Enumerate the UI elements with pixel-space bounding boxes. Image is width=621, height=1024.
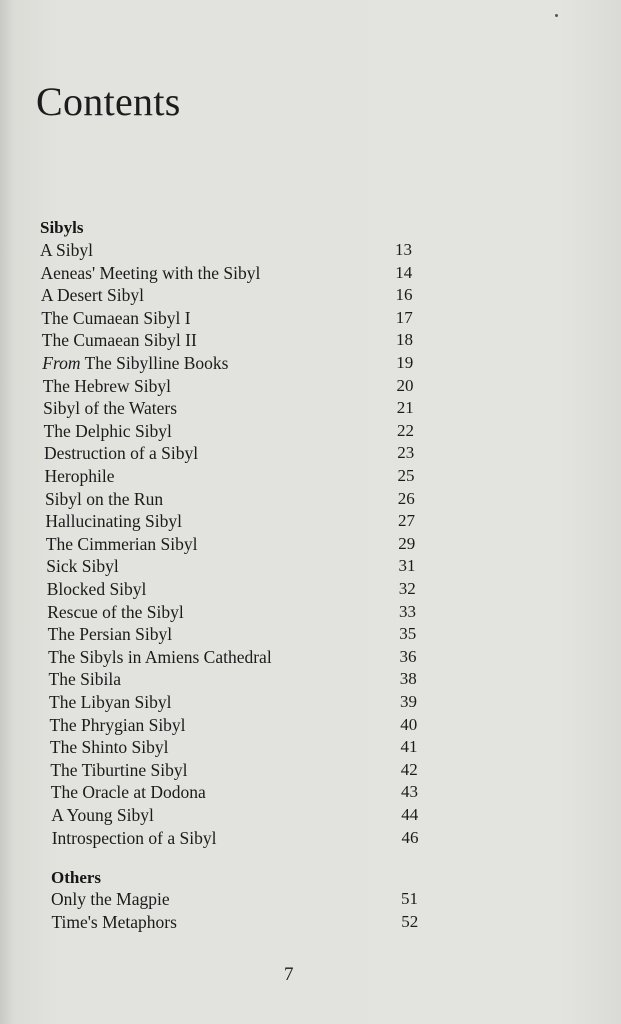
toc-page-number: 41 — [400, 737, 418, 757]
toc-page-number: 39 — [400, 692, 417, 711]
toc-entry[interactable] — [44, 443, 198, 464]
page-title: Contents — [36, 79, 181, 124]
toc-entry-title: The Cumaean Sibyl II — [41, 330, 197, 351]
toc-entry-title: The Delphic Sibyl — [43, 420, 172, 441]
toc-page-number: 29 — [398, 533, 416, 553]
toc-page-number: 43 — [401, 782, 418, 802]
toc-entry[interactable] — [49, 715, 185, 736]
toc-page-number: 17 — [395, 307, 413, 327]
toc-entry-title: The Cimmerian Sibyl — [45, 533, 198, 554]
toc-entry[interactable] — [47, 602, 184, 623]
toc-page-number: 51 — [401, 889, 418, 908]
section-heading: Others — [51, 868, 102, 887]
toc-entry[interactable] — [51, 782, 206, 803]
toc-page-number: 33 — [399, 601, 416, 621]
toc-page-number: 21 — [396, 398, 414, 418]
toc-entry-title: Rescue of the Sibyl — [47, 601, 184, 622]
toc-entry[interactable] — [51, 805, 154, 826]
toc-entry[interactable] — [44, 421, 172, 442]
toc-entry[interactable] — [41, 308, 190, 329]
toc-entry[interactable] — [51, 889, 170, 910]
toc-page-number: 14 — [395, 262, 413, 282]
toc-entry[interactable] — [45, 489, 163, 510]
toc-page-number: 13 — [395, 240, 412, 259]
toc-entry-title: A Young Sibyl — [51, 805, 154, 825]
toc-entry-title: The Tiburtine Sibyl — [50, 759, 188, 780]
toc-entry-title: The Sibylline Books — [84, 353, 229, 373]
toc-entry[interactable] — [51, 912, 177, 933]
toc-entry-title: The Shinto Sibyl — [49, 737, 169, 758]
toc-entry-title: Sibyl on the Run — [44, 488, 164, 509]
toc-page-number: 35 — [399, 624, 417, 644]
toc-entry-title: A Desert Sibyl — [40, 285, 144, 306]
section-heading: Sibyls — [40, 218, 84, 237]
toc-entry[interactable] — [49, 692, 171, 713]
toc-page-number: 18 — [396, 330, 413, 350]
toc-entry[interactable] — [48, 647, 272, 668]
toc-entry-title: The Phrygian Sibyl — [49, 714, 186, 735]
toc-entry[interactable] — [42, 330, 197, 351]
toc-entry[interactable] — [43, 398, 177, 419]
toc-entry-title: The Hebrew Sibyl — [42, 375, 171, 396]
toc-entry-prefix: From — [42, 353, 81, 373]
toc-entry-title: Hallucinating Sibyl — [45, 511, 182, 532]
toc-page-number: 40 — [400, 714, 418, 734]
toc-page-number: 46 — [401, 827, 419, 847]
toc-page-number: 31 — [398, 556, 416, 576]
toc-page-number: 20 — [396, 375, 414, 395]
toc-page-number: 23 — [397, 443, 415, 463]
toc-entry[interactable] — [40, 240, 93, 261]
toc-entry-title: Sick Sibyl — [46, 556, 119, 577]
toc-page-number: 22 — [397, 420, 414, 440]
toc-page-number: 32 — [398, 579, 416, 598]
toc-page-number: 44 — [401, 805, 419, 824]
toc-page-number: 25 — [397, 466, 415, 485]
toc-entry-title: Herophile — [44, 466, 115, 486]
toc-entry[interactable] — [47, 579, 147, 600]
toc-page-number: 19 — [396, 353, 414, 372]
toc-entry-title: Blocked Sibyl — [46, 579, 147, 599]
toc-entry[interactable] — [43, 376, 171, 397]
page-number: 7 — [284, 964, 294, 985]
toc-entry[interactable] — [46, 556, 118, 577]
toc-entry-title: The Persian Sibyl — [47, 624, 173, 645]
toc-entry[interactable] — [42, 353, 228, 374]
toc-entry-title: The Oracle at Dodona — [50, 782, 206, 803]
toc-entry-title: Destruction of a Sibyl — [44, 443, 199, 464]
toc-entry-title: Only the Magpie — [51, 889, 170, 909]
toc-page-number: 36 — [399, 646, 417, 666]
toc-entry[interactable] — [46, 534, 198, 555]
toc-entry-title: The Libyan Sibyl — [49, 692, 172, 712]
toc-page-number: 27 — [398, 511, 415, 531]
toc-page-number: 42 — [400, 759, 418, 779]
toc-entry[interactable] — [52, 828, 217, 849]
toc-entry[interactable] — [50, 737, 169, 758]
toc-entry-title: The Sibyls in Amiens Cathedral — [48, 646, 272, 667]
toc-entry[interactable] — [49, 669, 121, 690]
toc-page-number: 26 — [397, 488, 415, 508]
toc-entry-title: Time's Metaphors — [51, 911, 177, 932]
toc-entry[interactable] — [45, 466, 115, 487]
toc-entry[interactable] — [50, 760, 187, 781]
toc-page-number: 38 — [399, 669, 417, 689]
toc-entry[interactable] — [48, 624, 172, 645]
toc-entry-title: Introspection of a Sibyl — [51, 827, 217, 848]
toc-entry-title: The Cumaean Sibyl I — [41, 307, 191, 328]
toc-page-number: 16 — [395, 285, 413, 305]
toc-entry[interactable] — [45, 511, 182, 532]
toc-entry-title: A Sibyl — [40, 240, 94, 260]
toc-entry[interactable] — [41, 285, 144, 306]
toc-entry[interactable] — [40, 263, 260, 284]
toc-entry-title: Aeneas' Meeting with the Sibyl — [40, 262, 261, 283]
toc-page-number: 52 — [401, 911, 419, 931]
toc-entry-title: Sibyl of the Waters — [43, 398, 178, 419]
toc-entry-title: The Sibila — [48, 669, 121, 690]
